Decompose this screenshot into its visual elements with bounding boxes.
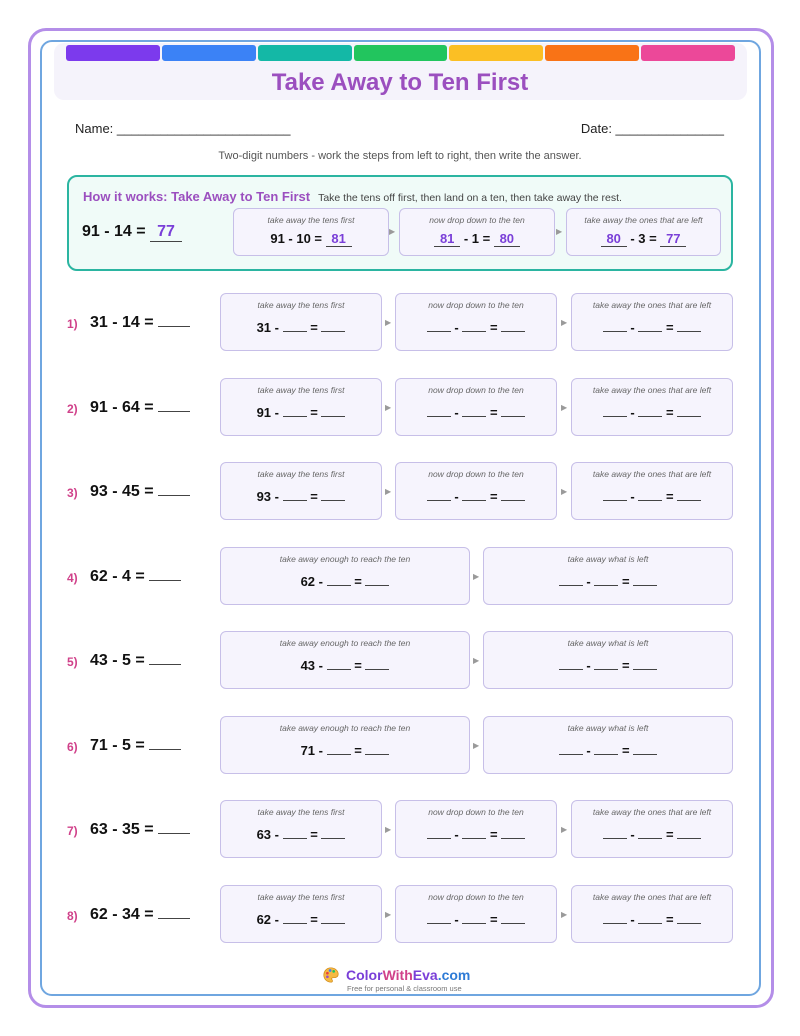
answer-blank[interactable]: [327, 574, 351, 586]
answer-blank[interactable]: [427, 489, 451, 501]
problem-expression: [90, 736, 181, 755]
answer-blank[interactable]: [559, 658, 583, 670]
answer-blank[interactable]: [321, 489, 345, 501]
step-box: [571, 293, 733, 351]
answer-blank[interactable]: [283, 320, 307, 332]
problem-text: 62 - 34 =: [90, 906, 154, 923]
step-box: [220, 547, 470, 605]
problem-text: 71 - 5 =: [90, 737, 145, 754]
step-equation: - =: [396, 405, 556, 420]
problem-number: 7): [67, 824, 78, 838]
answer-blank[interactable]: [158, 313, 190, 327]
step-box: [220, 293, 382, 351]
step-caption: take away the tens first: [257, 385, 345, 395]
example-problem-expression: 91 - 14 =: [82, 223, 146, 240]
step-box: [395, 800, 557, 858]
answer-blank[interactable]: [365, 743, 389, 755]
problem-number: 8): [67, 909, 78, 923]
answer-blank[interactable]: [158, 905, 190, 919]
step-fill: 77: [660, 231, 686, 247]
problem-expression: [90, 820, 190, 839]
answer-blank[interactable]: [633, 574, 657, 586]
step-equation: [567, 231, 720, 247]
step-equation: 62 - =: [221, 912, 381, 927]
step-caption: take away the tens first: [257, 892, 345, 902]
color-bar-segment: [545, 45, 639, 61]
answer-blank[interactable]: [638, 489, 662, 501]
arrow-right-icon: ▶: [561, 318, 568, 327]
step-caption: take away the ones that are left: [584, 215, 703, 225]
answer-blank[interactable]: [603, 912, 627, 924]
arrow-right-icon: ▶: [561, 825, 568, 834]
answer-blank[interactable]: [501, 912, 525, 924]
step-caption: now drop down to the ten: [428, 469, 524, 479]
step-start: 91 -: [256, 405, 279, 420]
arrow-right-icon: ▶: [561, 403, 568, 412]
answer-blank[interactable]: [283, 827, 307, 839]
answer-blank[interactable]: [677, 405, 701, 417]
color-bar-segment: [449, 45, 543, 61]
arrow-right-icon: ▶: [561, 910, 568, 919]
step-caption: now drop down to the ten: [428, 300, 524, 310]
arrow-right-icon: ▶: [473, 741, 480, 750]
step-caption: now drop down to the ten: [429, 215, 525, 225]
step-box: [483, 547, 733, 605]
problem-expression: [90, 313, 190, 332]
answer-blank[interactable]: [638, 320, 662, 332]
palette-icon: [322, 966, 340, 984]
example-problem: [82, 223, 182, 242]
problem-text: 91 - 64 =: [90, 399, 154, 416]
step-box: [395, 462, 557, 520]
answer-blank[interactable]: [638, 912, 662, 924]
step-caption: now drop down to the ten: [428, 385, 524, 395]
step-start: 93 -: [256, 489, 279, 504]
step-caption: take away the tens first: [267, 215, 355, 225]
answer-blank[interactable]: [158, 482, 190, 496]
answer-blank[interactable]: [365, 658, 389, 670]
answer-blank[interactable]: [158, 398, 190, 412]
step-equation: - =: [572, 912, 732, 927]
worksheet-title: Take Away to Ten First: [271, 69, 529, 96]
step-caption: now drop down to the ten: [428, 807, 524, 817]
answer-blank[interactable]: [603, 827, 627, 839]
step-start: 62 -: [256, 912, 279, 927]
example-step-2: [399, 208, 555, 256]
answer-blank[interactable]: [677, 912, 701, 924]
answer-blank[interactable]: [158, 820, 190, 834]
answer-blank[interactable]: [462, 912, 486, 924]
answer-blank[interactable]: [462, 827, 486, 839]
problem-number: 6): [67, 740, 78, 754]
step-caption: take away enough to reach the ten: [279, 554, 411, 564]
step-box: [220, 716, 470, 774]
step-box: [220, 885, 382, 943]
answer-blank[interactable]: [283, 405, 307, 417]
answer-blank[interactable]: [559, 743, 583, 755]
step-caption: now drop down to the ten: [428, 892, 524, 902]
step-caption: take away the ones that are left: [592, 385, 712, 395]
problem-number: 3): [67, 486, 78, 500]
date-field[interactable]: Date: _______________: [580, 121, 724, 136]
answer-blank[interactable]: [327, 658, 351, 670]
step-equation: - =: [572, 320, 732, 335]
step-mid: - 3 =: [630, 231, 657, 246]
problem-text: 93 - 45 =: [90, 483, 154, 500]
problem-number: 2): [67, 402, 78, 416]
step-equation: - =: [572, 489, 732, 504]
step-equation: - =: [396, 912, 556, 927]
example-answer: 77: [150, 223, 182, 242]
step-caption: take away the tens first: [257, 469, 345, 479]
step-box: [571, 885, 733, 943]
answer-blank[interactable]: [638, 827, 662, 839]
brand-part: Eva: [412, 967, 438, 983]
step-equation: - =: [572, 405, 732, 420]
step-caption: take away the ones that are left: [592, 300, 712, 310]
answer-blank[interactable]: [327, 743, 351, 755]
arrow-right-icon: ▶: [473, 656, 480, 665]
step-equation: - =: [396, 827, 556, 842]
answer-blank[interactable]: [603, 320, 627, 332]
step-caption: take away the tens first: [257, 300, 345, 310]
answer-blank[interactable]: [501, 489, 525, 501]
step-equation: - =: [396, 320, 556, 335]
step-equation: 71 - =: [221, 743, 469, 758]
step-start: 63 -: [256, 827, 279, 842]
arrow-right-icon: ▶: [385, 318, 392, 327]
step-equation: - =: [484, 574, 732, 589]
name-field[interactable]: Name: ________________________: [75, 121, 291, 136]
answer-blank[interactable]: [677, 489, 701, 501]
example-note: Take the tens off first, then land on a ten, then take away the rest.: [318, 192, 622, 204]
answer-blank[interactable]: [149, 736, 181, 750]
step-caption: take away what is left: [567, 554, 649, 564]
step-box: [220, 378, 382, 436]
answer-blank[interactable]: [633, 658, 657, 670]
step-caption: take away the tens first: [257, 807, 345, 817]
problem-text: 43 - 5 =: [90, 652, 145, 669]
step-caption: take away what is left: [567, 638, 649, 648]
step-start: 31 -: [256, 320, 279, 335]
arrow-right-icon: ▶: [385, 910, 392, 919]
step-box: [220, 631, 470, 689]
brand-part: .com: [437, 967, 471, 983]
step-fill: 81: [326, 231, 352, 247]
step-caption: take away enough to reach the ten: [279, 638, 411, 648]
rainbow-color-bar: [66, 45, 735, 61]
color-bar-segment: [258, 45, 352, 61]
problem-expression: [90, 567, 181, 586]
answer-blank[interactable]: [594, 743, 618, 755]
color-bar-segment: [162, 45, 256, 61]
answer-blank[interactable]: [321, 827, 345, 839]
arrow-right-icon: ▶: [561, 487, 568, 496]
step-start: 62 -: [300, 574, 323, 589]
step-box: [571, 378, 733, 436]
step-equation: - =: [572, 827, 732, 842]
brand-part: Color: [346, 967, 383, 983]
problem-expression: [90, 651, 181, 670]
step-equation: [234, 231, 388, 247]
example-heading-title: How it works: Take Away to Ten First: [83, 189, 311, 204]
answer-blank[interactable]: [321, 405, 345, 417]
answer-blank[interactable]: [283, 912, 307, 924]
answer-blank[interactable]: [501, 320, 525, 332]
answer-blank[interactable]: [149, 651, 181, 665]
step-equation: - =: [484, 743, 732, 758]
answer-blank[interactable]: [462, 320, 486, 332]
step-caption: take away the ones that are left: [592, 892, 712, 902]
step-box: [220, 462, 382, 520]
answer-blank[interactable]: [501, 827, 525, 839]
step-start: 43 -: [300, 658, 323, 673]
answer-blank[interactable]: [321, 320, 345, 332]
answer-blank[interactable]: [365, 574, 389, 586]
answer-blank[interactable]: [638, 405, 662, 417]
arrow-right-icon: ▶: [473, 572, 480, 581]
problem-expression: [90, 482, 190, 501]
answer-blank[interactable]: [501, 405, 525, 417]
step-caption: take away what is left: [567, 723, 649, 733]
step-start: 71 -: [300, 743, 323, 758]
arrow-right-icon: ▶: [385, 403, 392, 412]
arrow-right-icon: ▶: [385, 487, 392, 496]
answer-blank[interactable]: [283, 489, 307, 501]
step-caption: take away the ones that are left: [592, 807, 712, 817]
color-bar-segment: [66, 45, 160, 61]
answer-blank[interactable]: [321, 912, 345, 924]
step-caption: take away enough to reach the ten: [279, 723, 411, 733]
step-mid: - 1 =: [463, 231, 491, 246]
problem-expression: [90, 905, 190, 924]
step-box: [220, 800, 382, 858]
step-box: [483, 716, 733, 774]
arrow-right-icon: ▶: [385, 825, 392, 834]
step-equation: - =: [484, 658, 732, 673]
answer-blank[interactable]: [677, 827, 701, 839]
problem-number: 4): [67, 571, 78, 585]
step-caption: take away the ones that are left: [592, 469, 712, 479]
footer-tagline: Free for personal & classroom use: [347, 984, 462, 993]
answer-blank[interactable]: [149, 567, 181, 581]
answer-blank[interactable]: [427, 827, 451, 839]
problem-number: 5): [67, 655, 78, 669]
step-box: [395, 885, 557, 943]
footer-brand[interactable]: [346, 967, 470, 983]
problem-text: 63 - 35 =: [90, 821, 154, 838]
step-equation: 91 - =: [221, 405, 381, 420]
problem-text: 62 - 4 =: [90, 568, 145, 585]
color-bar-segment: [641, 45, 735, 61]
step-equation: - =: [396, 489, 556, 504]
step-equation: 43 - =: [221, 658, 469, 673]
instructions-text: Two-digit numbers - work the steps from left to right, then write the answer.: [218, 150, 582, 162]
answer-blank[interactable]: [633, 743, 657, 755]
answer-blank[interactable]: [677, 320, 701, 332]
answer-blank[interactable]: [594, 574, 618, 586]
step-equation: 62 - =: [221, 574, 469, 589]
step-left: 91 - 10 =: [270, 231, 323, 246]
example-step-1: [233, 208, 389, 256]
arrow-right-icon: ▶: [556, 227, 563, 236]
answer-blank[interactable]: [462, 489, 486, 501]
step-fill: 80: [494, 231, 520, 247]
step-box: [571, 462, 733, 520]
step-box: [395, 293, 557, 351]
answer-blank[interactable]: [427, 912, 451, 924]
color-bar-segment: [354, 45, 448, 61]
answer-blank[interactable]: [559, 574, 583, 586]
answer-blank[interactable]: [427, 405, 451, 417]
problem-expression: [90, 398, 190, 417]
step-box: [571, 800, 733, 858]
step-box: [395, 378, 557, 436]
brand-part: With: [382, 967, 413, 983]
answer-blank[interactable]: [603, 405, 627, 417]
step-equation: 31 - =: [221, 320, 381, 335]
answer-blank[interactable]: [462, 405, 486, 417]
example-heading: [83, 189, 622, 204]
step-box: [483, 631, 733, 689]
answer-blank[interactable]: [594, 658, 618, 670]
answer-blank[interactable]: [603, 489, 627, 501]
step-equation: 63 - =: [221, 827, 381, 842]
problem-number: 1): [67, 317, 78, 331]
problem-text: 31 - 14 =: [90, 314, 154, 331]
step-fill: 81: [434, 231, 460, 247]
step-fill: 80: [601, 231, 627, 247]
answer-blank[interactable]: [427, 320, 451, 332]
arrow-right-icon: ▶: [389, 227, 396, 236]
example-step-3: [566, 208, 721, 256]
step-equation: [400, 231, 554, 247]
step-equation: 93 - =: [221, 489, 381, 504]
